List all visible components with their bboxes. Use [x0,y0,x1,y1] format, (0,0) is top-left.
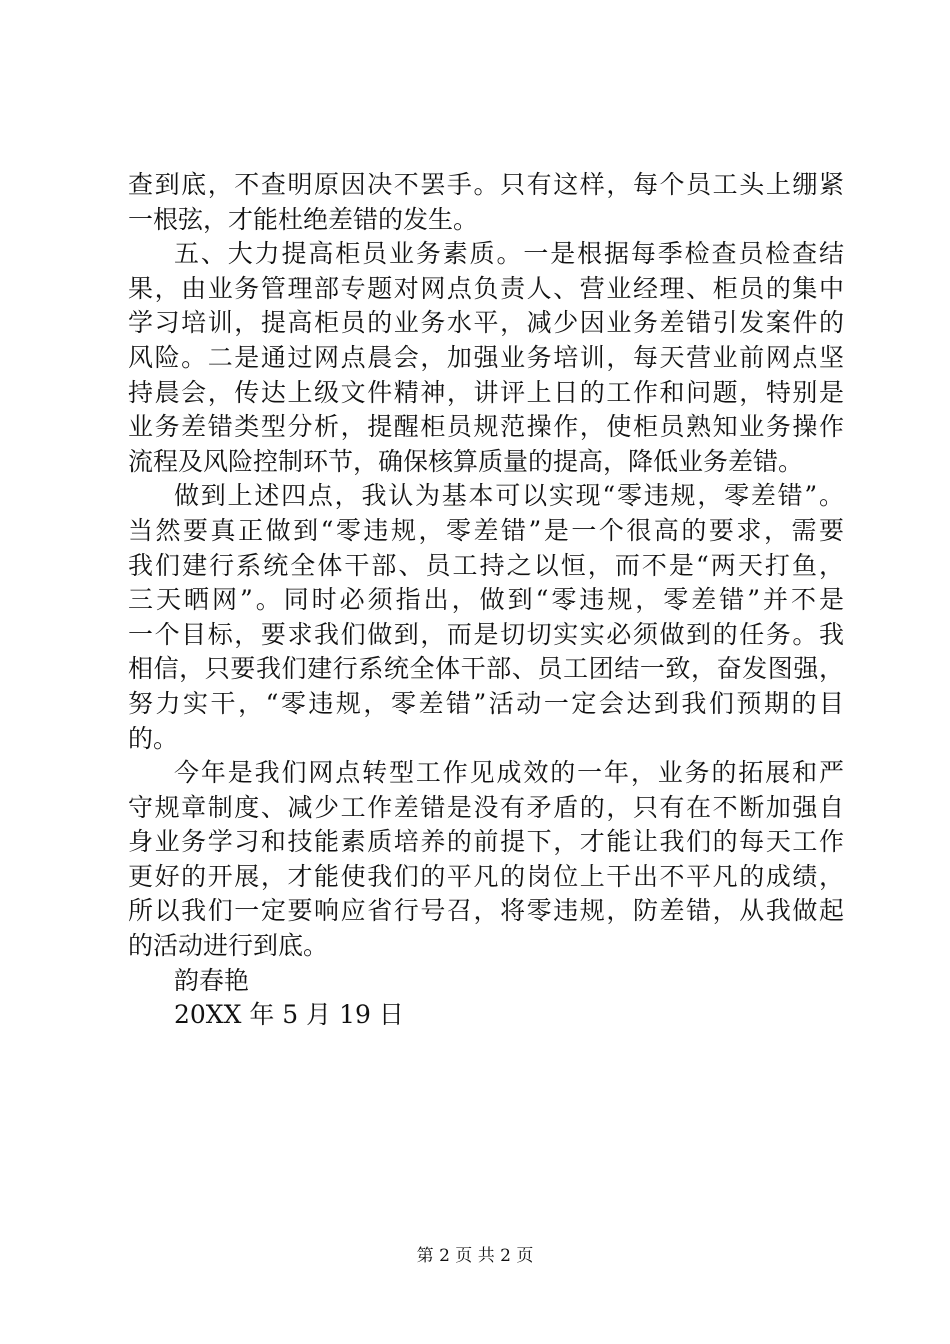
paragraph-start-line: 做到上述四点，我认为基本可以实现“零违规，零差错”。 [174,481,844,511]
text-line: 风险。二是通过网点晨会，加强业务培训，每天营业前网点坚 [128,342,844,372]
text-line: 当然要真正做到“零违规，零差错”是一个很高的要求，需要 [128,515,844,545]
text-line: 的活动进行到底。 [128,931,329,961]
text-line: 一根弦，才能杜绝差错的发生。 [128,204,479,234]
text-line: 所以我们一定要响应省行号召，将零违规，防差错，从我做起 [128,896,844,926]
page-number-footer: 第 2 页 共 2 页 [416,1246,534,1266]
text-line: 我们建行系统全体干部、员工持之以恒，而不是“两天打鱼， [128,550,844,580]
text-line: 一个目标，要求我们做到，而是切切实实必须做到的任务。我 [128,619,844,649]
text-line: 的。 [128,723,179,753]
paragraph-start-line: 五、大力提高柜员业务素质。一是根据每季检查员检查结 [174,239,844,269]
text-line: 业务差错类型分析，提醒柜员规范操作，使柜员熟知业务操作 [128,412,844,442]
signature: 韵春艳 [174,965,250,995]
text-line: 努力实干，“零违规，零差错”活动一定会达到我们预期的目 [128,688,844,718]
date: 20XX 年 5 月 19 日 [174,1000,404,1030]
text-line: 果，由业务管理部专题对网点负责人、营业经理、柜员的集中 [128,273,844,303]
text-line: 身业务学习和技能素质培养的前提下，才能让我们的每天工作 [128,827,844,857]
text-line: 三天晒网”。同时必须指出，做到“零违规，零差错”并不是 [128,585,844,615]
text-line: 更好的开展，才能使我们的平凡的岗位上干出不平凡的成绩， [128,861,844,891]
paragraph-start-line: 今年是我们网点转型工作见成效的一年，业务的拓展和严 [174,758,844,788]
text-line: 流程及风险控制环节，确保核算质量的提高，降低业务差错。 [128,446,804,476]
text-line: 查到底，不查明原因决不罢手。只有这样，每个员工头上绷紧 [128,170,844,199]
document-body [128,168,844,1033]
text-line: 相信，只要我们建行系统全体干部、员工团结一致，奋发图强， [128,654,844,684]
text-line: 学习培训，提高柜员的业务水平，减少因业务差错引发案件的 [128,308,844,338]
text-line: 守规章制度、减少工作差错是没有矛盾的，只有在不断加强自 [128,792,844,822]
text-line: 持晨会，传达上级文件精神，讲评上日的工作和问题，特别是 [128,377,844,407]
